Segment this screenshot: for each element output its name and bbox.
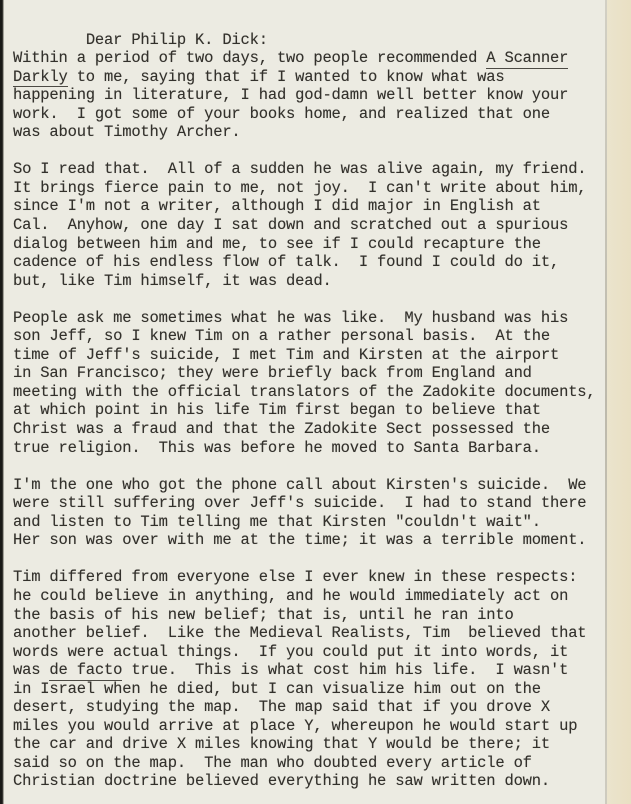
text-run: but, like Tim himself, it was dead.: [13, 271, 332, 290]
letter-line: [13, 587, 607, 606]
text-run: Her son was over with me at the time; it was a terrible moment.: [13, 531, 587, 550]
letter-line: [13, 86, 607, 105]
letter-line: [13, 68, 607, 87]
letter-line: [13, 272, 607, 291]
letter-line: [13, 661, 607, 680]
text-run: in Israel when he died, but I can visualize him out on the: [13, 679, 541, 698]
text-run: desert, studying the map. The map said that if you drove X: [13, 698, 550, 717]
letter-line: [13, 476, 607, 495]
letter-line: [13, 513, 607, 532]
letter-line: [13, 401, 607, 420]
text-run: was: [13, 661, 50, 680]
letter-line: [13, 772, 607, 791]
letter-line: [13, 420, 607, 439]
letter-line: [13, 383, 607, 402]
letter-line: [13, 105, 607, 124]
text-run: Within a period of two days, two people recommended: [13, 49, 487, 68]
letter-line: [13, 235, 607, 254]
text-run: Dear Philip K. Dick:: [85, 30, 268, 49]
underlined-text: de facto: [49, 661, 123, 680]
text-run: to me, saying that if I wanted to know what was: [67, 67, 505, 86]
text-run: the basis of his new belief; that is, until he ran into: [13, 605, 514, 624]
letter-line: [13, 717, 607, 736]
letter-body: [13, 12, 607, 791]
text-run: son Jeff, so I knew Tim on a rather personal basis. At the: [13, 327, 550, 346]
letter-line: [13, 439, 607, 458]
text-run: miles you would arrive at place Y, whereupon he would start up: [13, 716, 578, 735]
text-run: It brings fierce pain to me, not joy. I can't write about him,: [13, 178, 587, 197]
text-run: work. I got some of your books home, and realized that one: [13, 104, 550, 123]
letter-line: [13, 364, 607, 383]
underlined-text: A Scanner: [486, 49, 569, 68]
text-run: cadence of his endless flow of talk. I found I could do it,: [13, 253, 560, 272]
letter-paragraph: [13, 568, 607, 791]
scan-edge-left: [0, 0, 4, 804]
text-run: I'm the one who got the phone call about Kirsten's suicide. We: [13, 475, 587, 494]
letter-line: [13, 754, 607, 773]
letter-line: [13, 680, 607, 699]
text-run: in San Francisco; they were briefly back from England and: [13, 364, 532, 383]
text-run: true. This is what cost him his life. I wasn't: [122, 661, 569, 680]
text-run: Christian doctrine believed everything he saw written down.: [13, 772, 550, 791]
text-run: were still suffering over Jeff's suicide. I had to stand there: [13, 494, 587, 513]
letter-line: [13, 216, 607, 235]
letter-line: [13, 531, 607, 550]
letter-line: [13, 197, 607, 216]
text-run: since I'm not a writer, although I did major in English at: [13, 197, 541, 216]
text-run: Christ was a fraud and that the Zadokite Sect possessed the: [13, 420, 550, 439]
letter-line: [13, 309, 607, 328]
letter-line: [13, 253, 607, 272]
letter-paragraph: [13, 49, 607, 142]
underlined-text: Darkly: [13, 67, 68, 86]
text-run: dialog between him and me, to see if I could recapture the: [13, 234, 541, 253]
text-run: People ask me sometimes what he was like. My husband was his: [13, 308, 569, 327]
letter-line: [13, 643, 607, 662]
page-right-margin-strip: [607, 0, 631, 804]
text-run: happening in literature, I had god-damn well better know your: [13, 86, 569, 105]
letter-paragraph: [13, 476, 607, 550]
letter-line: [13, 123, 607, 142]
text-run: Tim differed from everyone else I ever knew in these respects:: [13, 568, 578, 587]
letter-line: [13, 606, 607, 625]
letter-salutation: [13, 12, 607, 49]
letter-paragraph: [13, 160, 607, 290]
text-run: So I read that. All of a sudden he was alive again, my friend.: [13, 160, 587, 179]
text-run: the car and drive X miles knowing that Y would be there; it: [13, 735, 550, 754]
letter-line: [13, 346, 607, 365]
letter-paragraph: [13, 309, 607, 457]
letter-line: [13, 49, 607, 68]
letter-line: [13, 179, 607, 198]
text-run: and listen to Tim telling me that Kirsten "couldn't wait".: [13, 512, 541, 531]
text-run: true religion. This was before he moved to Santa Barbara.: [13, 438, 541, 457]
text-run: he could believe in anything, and he would immediately act on: [13, 586, 569, 605]
text-run: another belief. Like the Medieval Realists, Tim believed that: [13, 624, 587, 643]
letter-line: [13, 568, 607, 587]
text-run: Cal. Anyhow, one day I sat down and scratched out a spurious: [13, 216, 569, 235]
text-run: at which point in his life Tim first began to believe that: [13, 401, 541, 420]
text-run: meeting with the official translators of the Zadokite documents,: [13, 382, 596, 401]
letter-line: [13, 160, 607, 179]
letter-line: [13, 12, 607, 49]
text-run: said so on the map. The man who doubted every article of: [13, 753, 532, 772]
letter-line: [13, 327, 607, 346]
text-run: words were actual things. If you could put it into words, it: [13, 642, 569, 661]
letter-line: [13, 735, 607, 754]
letter-line: [13, 698, 607, 717]
letter-line: [13, 624, 607, 643]
text-run: was about Timothy Archer.: [13, 123, 241, 142]
text-run: time of Jeff's suicide, I met Tim and Kirsten at the airport: [13, 345, 560, 364]
letter-line: [13, 494, 607, 513]
